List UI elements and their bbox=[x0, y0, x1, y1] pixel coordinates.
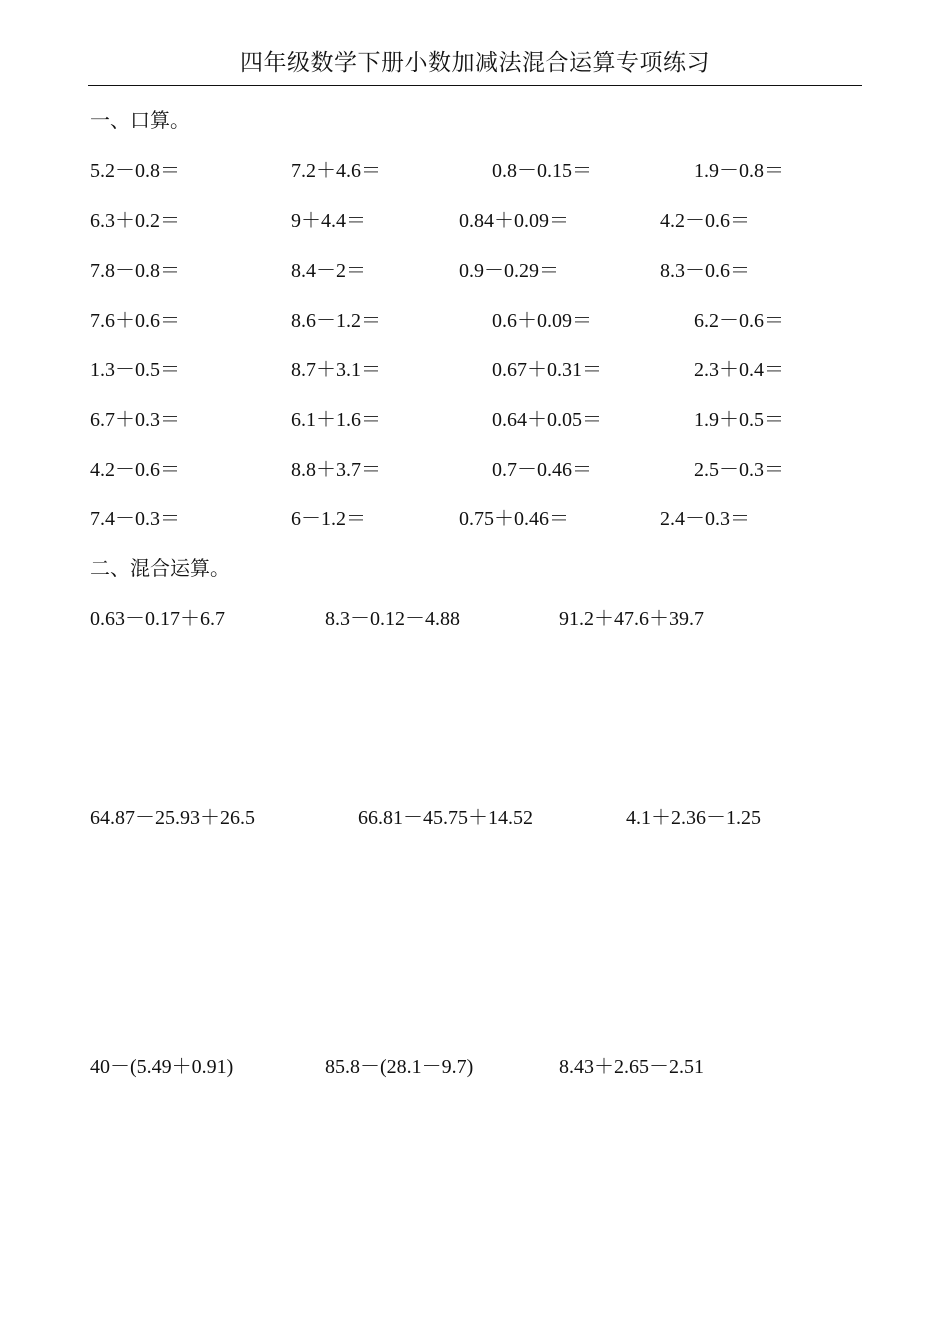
oral-problem: 2.3＋0.4＝ bbox=[694, 359, 784, 381]
oral-problem: 0.64＋0.05＝ bbox=[492, 409, 602, 431]
oral-problem: 1.9－0.8＝ bbox=[694, 160, 784, 182]
mixed-problem: 85.8－(28.1－9.7) bbox=[325, 1056, 474, 1078]
oral-problem: 0.75＋0.46＝ bbox=[459, 508, 569, 530]
oral-problem: 1.9＋0.5＝ bbox=[694, 409, 784, 431]
mixed-problem: 0.63－0.17＋6.7 bbox=[90, 608, 225, 630]
oral-problem: 8.4－2＝ bbox=[291, 260, 366, 282]
oral-problem: 8.7＋3.1＝ bbox=[291, 359, 381, 381]
oral-problem: 9＋4.4＝ bbox=[291, 210, 366, 232]
mixed-problem: 66.81－45.75＋14.52 bbox=[358, 807, 533, 829]
oral-problem: 8.6－1.2＝ bbox=[291, 310, 381, 332]
oral-problem: 5.2－0.8＝ bbox=[90, 160, 180, 182]
oral-problem: 7.6＋0.6＝ bbox=[90, 310, 180, 332]
oral-problem: 0.67＋0.31＝ bbox=[492, 359, 602, 381]
oral-problem: 4.2－0.6＝ bbox=[90, 459, 180, 481]
oral-problem: 2.4－0.3＝ bbox=[660, 508, 750, 530]
mixed-problem: 8.43＋2.65－2.51 bbox=[559, 1056, 704, 1078]
oral-problem: 7.8－0.8＝ bbox=[90, 260, 180, 282]
section-2-heading: 二、混合运算。 bbox=[90, 558, 230, 580]
mixed-problem: 64.87－25.93＋26.5 bbox=[90, 807, 255, 829]
mixed-problem: 91.2＋47.6＋39.7 bbox=[559, 608, 704, 630]
oral-problem: 6.3＋0.2＝ bbox=[90, 210, 180, 232]
oral-problem: 1.3－0.5＝ bbox=[90, 359, 180, 381]
oral-problem: 0.9－0.29＝ bbox=[459, 260, 559, 282]
oral-problem: 0.7－0.46＝ bbox=[492, 459, 592, 481]
page-title: 四年级数学下册小数加减法混合运算专项练习 bbox=[240, 50, 710, 75]
oral-problem: 7.2＋4.6＝ bbox=[291, 160, 381, 182]
oral-problem: 4.2－0.6＝ bbox=[660, 210, 750, 232]
oral-problem: 2.5－0.3＝ bbox=[694, 459, 784, 481]
oral-problem: 0.84＋0.09＝ bbox=[459, 210, 569, 232]
mixed-problem: 40－(5.49＋0.91) bbox=[90, 1056, 234, 1078]
oral-problem: 6－1.2＝ bbox=[291, 508, 366, 530]
oral-problem: 8.3－0.6＝ bbox=[660, 260, 750, 282]
oral-problem: 8.8＋3.7＝ bbox=[291, 459, 381, 481]
oral-problem: 6.7＋0.3＝ bbox=[90, 409, 180, 431]
section-1-heading: 一、口算。 bbox=[90, 110, 190, 132]
title-underline bbox=[88, 85, 862, 86]
mixed-problem: 4.1＋2.36－1.25 bbox=[626, 807, 761, 829]
oral-problem: 7.4－0.3＝ bbox=[90, 508, 180, 530]
mixed-problem: 8.3－0.12－4.88 bbox=[325, 608, 460, 630]
oral-problem: 6.1＋1.6＝ bbox=[291, 409, 381, 431]
oral-problem: 0.8－0.15＝ bbox=[492, 160, 592, 182]
oral-problem: 0.6＋0.09＝ bbox=[492, 310, 592, 332]
oral-problem: 6.2－0.6＝ bbox=[694, 310, 784, 332]
